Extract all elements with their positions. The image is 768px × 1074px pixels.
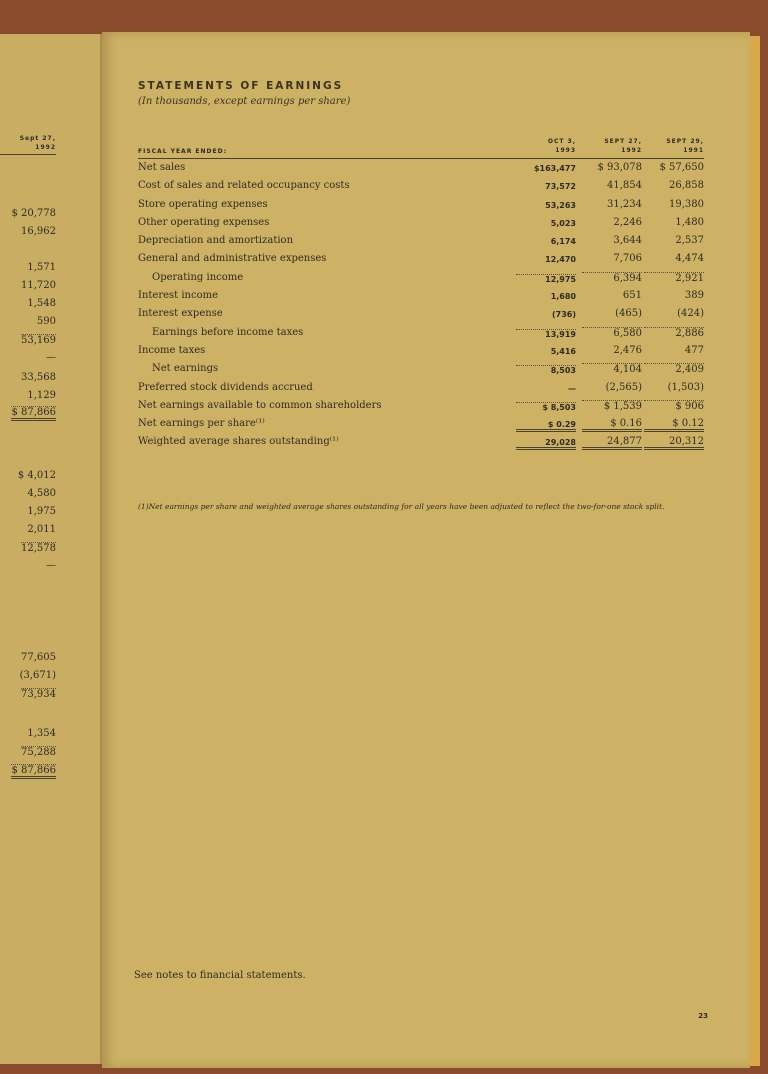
left-value: 11,720	[21, 280, 56, 291]
value-1991: 19,380	[669, 198, 704, 210]
row-label: Earnings before income taxes	[152, 326, 304, 338]
value-1992: 651	[622, 290, 642, 302]
value-1992: 7,706	[613, 253, 642, 265]
left-value: 1,975	[27, 506, 56, 517]
fiscal-year-label: FISCAL YEAR ENDED:	[138, 148, 227, 155]
left-value: 75,288	[21, 747, 56, 758]
value-1993: $ 0.29	[516, 420, 576, 432]
left-value: $ 20,778	[11, 208, 56, 219]
value-1992: 4,104	[582, 363, 642, 375]
left-value: 1,129	[27, 390, 56, 401]
table-row	[138, 398, 704, 416]
left-value: (3,671)	[19, 670, 56, 681]
row-label: General and administrative expenses	[138, 253, 327, 265]
value-1991: 2,537	[675, 235, 704, 247]
value-1991: 477	[684, 344, 704, 356]
value-1992: 3,644	[613, 235, 642, 247]
left-value: $ 87,866	[11, 406, 56, 421]
value-1993: 1,680	[550, 292, 576, 302]
left-value: 1,548	[27, 298, 56, 309]
row-label: Interest income	[138, 290, 219, 302]
col3-line2: 1991	[683, 147, 704, 154]
col1-line2: 1993	[555, 147, 576, 154]
value-1993: 12,470	[545, 255, 576, 265]
row-label: Net earnings	[152, 363, 219, 375]
statement-rows	[138, 160, 704, 453]
value-1992: 2,246	[613, 216, 642, 228]
page-edge	[750, 36, 760, 1066]
left-value: 16,962	[21, 226, 56, 237]
value-1993: $163,477	[533, 164, 576, 173]
table-row	[138, 434, 704, 452]
value-1991: 2,921	[644, 272, 704, 284]
value-1993: $ 8,503	[516, 402, 576, 412]
value-1992: 24,877	[582, 436, 642, 450]
value-1991: 389	[684, 290, 704, 302]
table-row	[138, 380, 704, 398]
value-1991: 20,312	[644, 436, 704, 450]
left-value: —	[46, 352, 56, 363]
value-1992: (465)	[615, 308, 642, 320]
value-1993: (736)	[551, 310, 576, 320]
row-label: Net sales	[138, 162, 186, 173]
column-header-1993	[516, 137, 576, 155]
row-label: Income taxes	[138, 344, 206, 356]
value-1992: (2,565)	[605, 381, 642, 393]
row-label: Net earnings available to common shareholders	[138, 399, 382, 411]
footnote: (1)Net earnings per share and weighted average shares outstanding for all years have been adjusted to reflect the two-for-one stock split.	[138, 502, 665, 511]
value-1993: 5,023	[550, 218, 576, 228]
row-label: Operating income	[152, 271, 244, 283]
value-1992: 31,234	[607, 198, 642, 210]
table-row	[138, 288, 704, 306]
left-header-line2: 1992	[35, 144, 56, 151]
column-header-1991	[644, 137, 704, 155]
row-label: Net earnings per share⁽¹⁾	[138, 418, 265, 430]
left-facing-page	[0, 34, 102, 1064]
value-1992: 6,580	[582, 327, 642, 339]
row-label: Store operating expenses	[138, 198, 268, 210]
value-1991: 26,858	[669, 180, 704, 192]
left-value: 33,568	[21, 372, 56, 383]
value-1992: $ 0.16	[582, 418, 642, 432]
value-1993: 12,975	[516, 274, 576, 284]
value-1993: 6,174	[550, 237, 576, 247]
table-row	[138, 416, 704, 434]
col3-line1: SEPT 29,	[666, 138, 704, 145]
table-row	[138, 215, 704, 233]
table-row	[138, 178, 704, 196]
row-label: Depreciation and amortization	[138, 235, 294, 247]
page-title: STATEMENTS OF EARNINGS	[138, 80, 344, 92]
value-1992: 41,854	[607, 180, 642, 192]
value-1993: 29,028	[516, 438, 576, 450]
value-1991: (1,503)	[667, 381, 704, 393]
col2-line1: SEPT 27,	[604, 138, 642, 145]
table-row	[138, 197, 704, 215]
left-value: 73,934	[21, 689, 56, 700]
left-value: 53,169	[21, 335, 56, 346]
left-value: 1,354	[27, 728, 56, 739]
table-row	[138, 251, 704, 269]
value-1991: $ 57,650	[659, 162, 704, 173]
row-label: Other operating expenses	[138, 216, 270, 228]
value-1991: 2,409	[644, 363, 704, 375]
row-label: Interest expense	[138, 308, 223, 320]
table-row	[138, 270, 704, 288]
left-value: 4,580	[27, 488, 56, 499]
value-1993: 8,503	[516, 365, 576, 375]
col2-line2: 1992	[621, 147, 642, 154]
left-value: 590	[36, 316, 56, 327]
col1-line1: OCT 3,	[547, 138, 576, 145]
page-subtitle: (In thousands, except earnings per share)	[138, 96, 351, 107]
left-value: $ 4,012	[17, 470, 56, 481]
statement-page	[102, 32, 750, 1068]
left-value: $ 87,866	[11, 764, 56, 779]
left-value: 2,011	[27, 524, 56, 535]
see-notes-text: See notes to financial statements.	[134, 970, 306, 981]
table-row	[138, 325, 704, 343]
left-value: —	[46, 560, 56, 571]
value-1991: 2,886	[644, 327, 704, 339]
value-1992: 6,394	[582, 272, 642, 284]
page-number: 23	[698, 1012, 708, 1020]
left-value: 12,578	[21, 543, 56, 554]
value-1991: $ 0.12	[644, 418, 704, 432]
left-header-line1: Sept 27,	[19, 135, 56, 142]
table-row	[138, 343, 704, 361]
value-1993: 53,263	[545, 200, 576, 210]
value-1991: (424)	[677, 308, 704, 320]
value-1991: 4,474	[675, 253, 704, 265]
column-header-1992	[582, 137, 642, 155]
table-row	[138, 361, 704, 379]
value-1993: 5,416	[550, 346, 576, 356]
value-1993: 13,919	[516, 329, 576, 339]
value-1992: $ 93,078	[597, 162, 642, 173]
value-1991: $ 906	[644, 400, 704, 412]
value-1993: 73,572	[545, 182, 576, 192]
value-1992: $ 1,539	[582, 400, 642, 412]
row-label: Weighted average shares outstanding⁽¹⁾	[138, 436, 339, 448]
table-row	[138, 233, 704, 251]
value-1993: —	[568, 383, 576, 393]
table-row	[138, 306, 704, 324]
table-header	[138, 136, 704, 159]
left-column-header	[0, 134, 56, 155]
row-label: Cost of sales and related occupancy costs	[138, 180, 350, 192]
value-1991: 1,480	[675, 216, 704, 228]
table-row	[138, 160, 704, 178]
left-value: 77,605	[21, 652, 56, 663]
row-label: Preferred stock dividends accrued	[138, 381, 313, 393]
left-value: 1,571	[27, 262, 56, 273]
value-1992: 2,476	[613, 344, 642, 356]
